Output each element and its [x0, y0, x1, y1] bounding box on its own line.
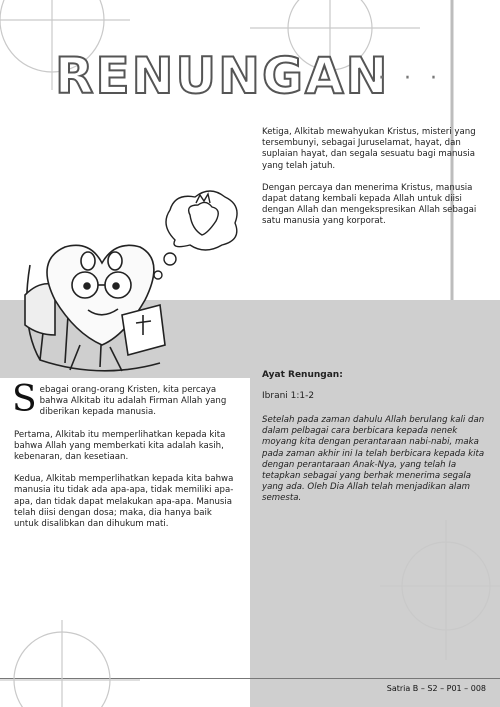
paragraph-intro	[12, 379, 236, 420]
page-title: RENUNGAN	[55, 47, 390, 105]
verse-text: Setelah pada zaman dahulu Allah berulang kali dan dalam pelbagai cara berbicara kepada nenek moyang kita dengan perantaraan nabi-nabi, maka pada zaman akhir ini Ia telah berbicara kepada kita dengan perantaraan Anak-Nya, yang telah Ia tetapkan sebagai yang berhak menerima segala yang ada. Oleh Dia Allah telah menjadikan alam semesta.	[262, 415, 485, 504]
intro-text-right	[262, 127, 488, 239]
drop-cap: S	[12, 379, 37, 420]
paragraph-intro-text: ebagai orang-orang Kristen, kita percaya bahwa Alkitab itu adalah Firman Allah yang diberikan kepada manusia.	[39, 385, 227, 418]
paragraph-second-point: Kedua, Alkitab memperlihatkan kepada kita bahwa manusia itu tidak ada apa-apa, tidak memiliki apa-apa, dan tidak dapat melakukan apa-apa. Manusia telah diisi dengan dosa; maka, dia hanya baik untuk disalibkan dan dihukum mati.	[14, 474, 234, 530]
verse-reference: Ibrani 1:1-2	[262, 391, 315, 401]
paragraph-receive-christ: Dengan percaya dan menerima Kristus, manusia dapat datang kembali kepada Allah untuk diisi dengan Allah dan mengekspresikan Allah sebagai satu manusia yang korporat.	[262, 182, 477, 227]
paragraph-third-point: Ketiga, Alkitab mewahyukan Kristus, misteri yang tersembunyi, sebagai Juruselamat, hayat, dan suplaian hayat, dan segala sesuatu bagi manusia yang telah jatuh.	[262, 127, 476, 171]
title-dots: · · ·	[378, 66, 443, 91]
footer-page-code: Satria B – S2 – P01 – 008	[386, 684, 486, 693]
main-text-left	[12, 379, 236, 541]
heart-character-illustration	[10, 185, 240, 385]
ayat-renungan-heading: Ayat Renungan:	[262, 370, 343, 380]
paragraph-first-point: Pertama, Alkitab itu memperlihatkan kepada kita bahwa Allah yang memberkati kita adalah kasih, kebenaran, dan kesetiaan.	[14, 429, 226, 463]
page-title-banner	[55, 47, 390, 105]
